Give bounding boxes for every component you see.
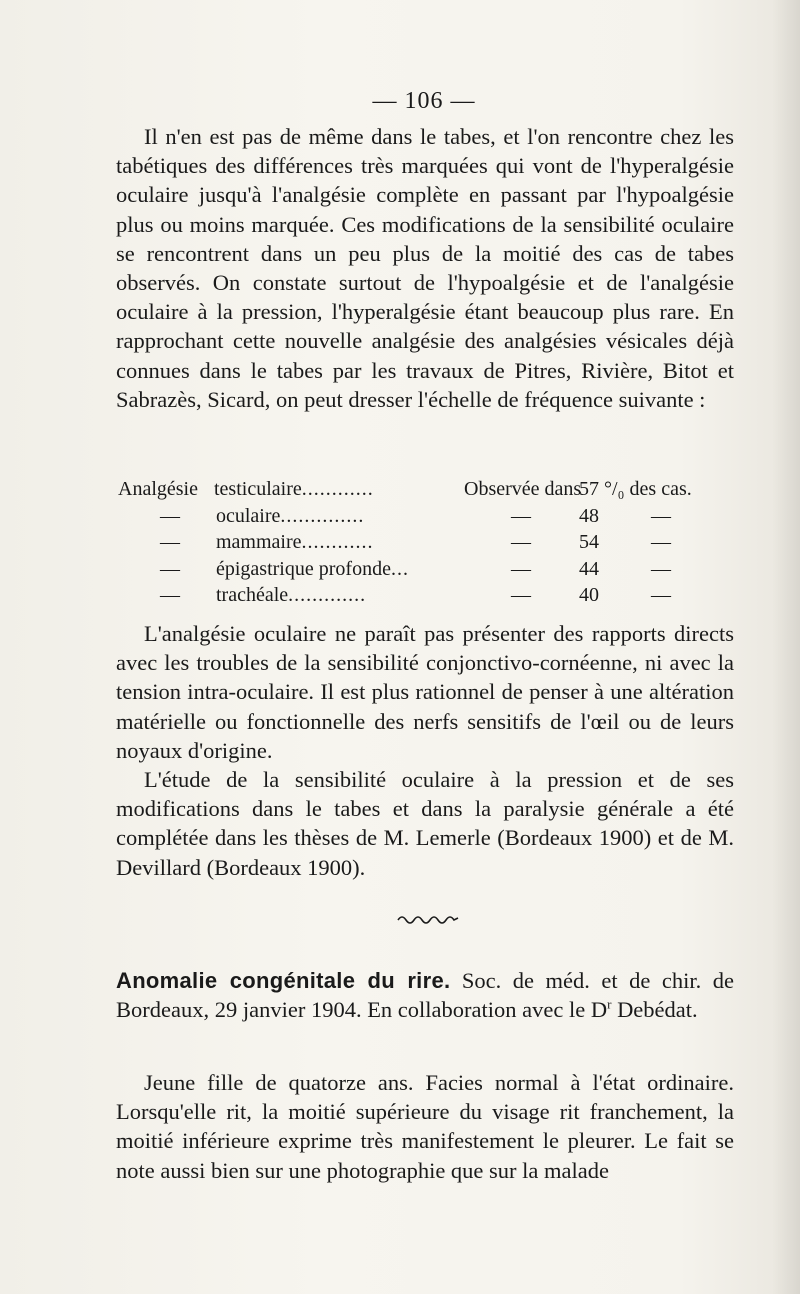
article-title-suffix: r (607, 996, 612, 1012)
row-name-wrap (216, 529, 374, 556)
table-row (118, 476, 718, 503)
article-collaborator: Debédat. (611, 997, 698, 1023)
row-name-wrap (214, 476, 374, 503)
row-value: 48 (579, 504, 599, 527)
row-observed: Observée dans (464, 478, 582, 500)
row-dots: .............. (280, 504, 365, 527)
table-row (118, 582, 718, 609)
row-observed-dash: — (511, 584, 531, 606)
row-name: testiculaire (214, 478, 302, 500)
frequency-table (118, 476, 718, 609)
row-dash: — (160, 557, 180, 580)
row-end-dash: — (651, 504, 671, 527)
article-title: Anomalie congénitale du rire. (116, 968, 451, 993)
row-value: 40 (579, 584, 599, 606)
paragraph-study-text: L'étude de la sensibilité oculaire à la pression et de ses modifications dans le tabes et dans la paralysie générale a été complétée dans les thèses de M. Lemerle (Bordeaux 1900) et de M. Devillard (Bordeaux 1900). (116, 767, 734, 880)
paragraph-analgesia (116, 619, 734, 882)
paragraph-tabes-text: Il n'en est pas de même dans le tabes, et l'on rencontre chez les tabétiques des différences très marquées qui vont de l'hyperalgésie oculaire jusqu'à l'analgésie complète en passant par l'hypoalgésie plus ou moins marquée. Ces modifications de la sensibilité oculaire se rencontrent dans un peu plus de la moitié des cas de tabes observés. On constate surtout de l'hypoalgésie et de l'analgésie oculaire à la pression, l'hyperalgésie étant beaucoup plus rare. En rapprochant cette nouvelle analgésie des analgésies vésicales déjà connues dans le tabes par les travaux de Pitres, Rivière, Bitot et Sabrazès, Sicard, on peut dresser l'échelle de fréquence suivante : (116, 124, 734, 412)
page-edge-shadow (772, 0, 800, 1294)
row-name: trachéale (216, 584, 289, 606)
row-observed-dash: — (511, 557, 531, 580)
row-dash: — (160, 504, 180, 527)
row-name: mammaire (216, 531, 302, 553)
page-number: — 106 — (372, 88, 476, 114)
paragraph-case (116, 1068, 734, 1185)
article-source: Soc. de méd. et de chir. de Bordeaux, 29 janvier 1904. En collaboration avec le D (116, 968, 734, 1023)
row-name-wrap (216, 556, 409, 583)
row-end-dash: — (651, 531, 671, 553)
row-observed-dash: — (511, 531, 531, 553)
row-dots: ............ (301, 531, 374, 553)
row-value: 44 (579, 557, 599, 580)
row-name: épigastrique profonde (216, 557, 391, 580)
table-row (118, 503, 718, 530)
row-name-wrap (216, 503, 364, 530)
wave-ornament-icon (396, 912, 460, 928)
paragraph-case-text: Jeune fille de quatorze ans. Facies normal à l'état ordinaire. Lorsqu'elle rit, la moitié supérieure du visage rit franchement, la moitié inférieure exprime très manifestement le pleurer. Le fait se note aussi bien sur une photographie que sur la malade (116, 1070, 734, 1183)
row-dash: — (160, 531, 180, 553)
row-dash: — (160, 584, 180, 606)
row-value: 54 (579, 531, 599, 553)
row-name: oculaire (216, 504, 281, 527)
row-observed-dash: — (511, 504, 531, 527)
row-dots: ............ (301, 478, 374, 500)
row-name-wrap (216, 582, 366, 609)
row-value: 57 (579, 478, 599, 500)
paragraph-analgesia-text: L'analgésie oculaire ne paraît pas présenter des rapports directs avec les troubles de la sensibilité conjonctivo-cornéenne, ni avec la tension intra-oculaire. Il est plus rationnel de penser à une altération matérielle ou fonctionnelle des nerfs sensitifs de l'œil ou de leurs noyaux d'origine. (116, 621, 734, 763)
article-heading (116, 966, 734, 1024)
row-dots: ............. (288, 584, 367, 606)
row-label: Analgésie (118, 478, 198, 500)
row-end-dash: — (651, 557, 671, 580)
row-end-dash: — (651, 584, 671, 606)
paragraph-tabes (116, 122, 734, 414)
row-unit: °/₀ des cas. (604, 478, 692, 500)
table-row (118, 556, 718, 583)
table-row (118, 529, 718, 556)
row-dots: ... (390, 557, 409, 580)
